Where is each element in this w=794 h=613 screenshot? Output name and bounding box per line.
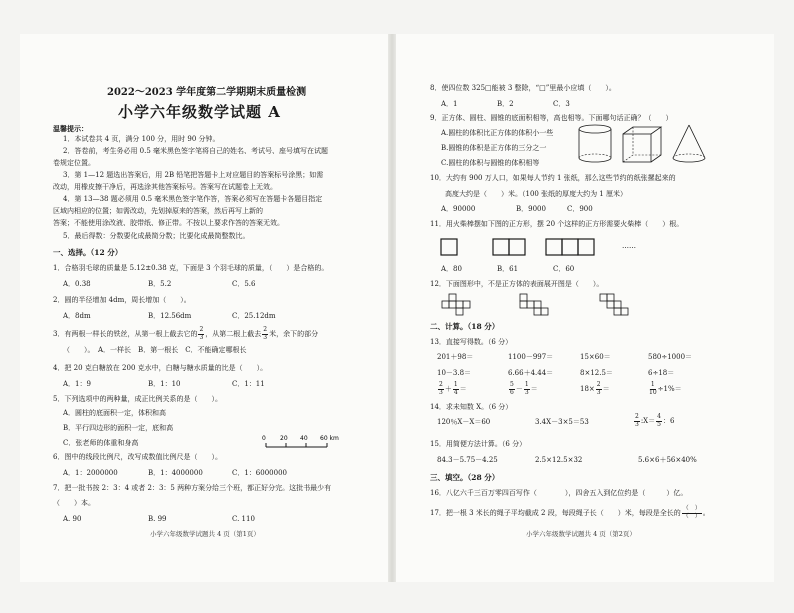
question-4: 4．把 20 克白糖放在 200 克水中，白糖与糖水质量的比是（ ）。 xyxy=(53,364,268,372)
q4-option-b: B．1：10 xyxy=(148,380,181,388)
scale-label: 0 xyxy=(262,435,266,442)
question-3: 3．有两根一样长的铁丝，从第一根上截去它的 $\frac{2}{3}$ ，从第二根上截去 $\frac{2}{3}$ 米，余下的部分 xyxy=(53,326,319,341)
calc-item: 15×60＝ xyxy=(580,353,611,361)
tip-line: 4．第 13—38 题必须用 0.5 毫米黑色签字笔作答，答案必须写在答题卡各题目指定 xyxy=(63,195,323,203)
calc-item: 18× $\frac{2}{3}$ ＝ xyxy=(580,381,610,396)
simplify-item: 5.6×6＋56×40% xyxy=(638,456,697,464)
q6-option-a: A．1：2000000 xyxy=(63,469,118,477)
tip-line: 1．本试卷共 4 页，满分 100 分，用时 90 分钟。 xyxy=(63,135,220,143)
q4-option-a: A．1：9 xyxy=(63,380,91,388)
tip-line: 区域内相应的位置；如需改动，先划掉原来的答案，然后再写上新的 xyxy=(53,207,263,215)
question-7-cont: （ ）本。 xyxy=(53,499,95,507)
q9-option-c: C.圆柱的体积与圆锥的体积相等 xyxy=(441,159,540,167)
calc-item: 10－3.8＝ xyxy=(437,369,472,377)
cylinder-figure xyxy=(575,122,615,166)
scale-bar-figure xyxy=(258,433,348,453)
question-14: 14．求未知数 X。（6 分） xyxy=(430,403,513,411)
calc-item: 8×12.5＝ xyxy=(580,369,613,377)
question-17: 17．把一根 3 米长的绳子平均截成 2 段，每段绳子长（ ）米，每段是全长的 （ ） （ ） 。 xyxy=(430,505,710,520)
q1-option-c: C．5.6 xyxy=(232,280,256,288)
fraction: $\frac{2}{3}$ xyxy=(439,381,443,396)
tip-line: 改动，用橡皮擦干净后，再选涂其他答案标号。答案写在试题卷上无效。 xyxy=(53,183,277,191)
calc-item: $\frac{2}{3}$ ＋ $\frac{1}{4}$ ＝ xyxy=(439,381,467,396)
section-heading-choice: 一、选择。（12 分） xyxy=(53,248,123,257)
question-15: 15．用简便方法计算。（6 分） xyxy=(430,440,527,448)
q6-option-c: C．1：6000000 xyxy=(232,469,287,477)
q5-option-b: B．平行四边形的面积一定，底和高 xyxy=(63,424,174,432)
q4-option-c: C．1：11 xyxy=(232,380,265,388)
q2-option-c: C．25.12dm xyxy=(232,312,276,320)
q3-options: （ ）。 A．一样长 B．第一根长 C．不能确定哪根长 xyxy=(63,346,247,354)
scale-label: 20 xyxy=(280,435,288,442)
fraction: $\frac{2}{3}$ xyxy=(596,381,601,396)
tip-line: 5．最后得数：分数要化成最简分数；比要化成最简整数比。 xyxy=(63,232,250,240)
calc-item: $\frac{1}{10}$ ÷1%＝ xyxy=(649,381,682,396)
question-16: 16．八亿六千三百万零四百写作（ ），四舍五入到亿位约是（ ）亿。 xyxy=(430,489,688,497)
question-1: 1．合格羽毛球的质量是 5.12±0.38 克，下面是 3 个羽毛球的质量，（ ）是合格的。 xyxy=(53,264,329,272)
q11-option-a: A．80 xyxy=(441,265,462,273)
calc-item: 1100－997＝ xyxy=(508,353,554,361)
q8-option-c: C．3 xyxy=(553,100,570,108)
equation-item: 120％X－X＝60 xyxy=(437,418,491,426)
fraction: $\frac{2}{3}$ xyxy=(635,413,639,428)
question-2: 2．圆的半径增加 4dm，周长增加（ ）。 xyxy=(53,296,191,304)
page-footer: 小学六年级数学试题共 4 页（第2页） xyxy=(526,530,636,538)
question-8: 8．使四位数 325□能被 3 整除，“□”里最小应填（ ）。 xyxy=(430,84,616,92)
scale-label: 40 xyxy=(300,435,308,442)
section-heading-fill: 三、填空。（28 分） xyxy=(430,473,500,482)
tip-line: 3．第 1—12 题选出答案后，用 2B 铅笔把答题卡上对应题目的答案标号涂黑；如需 xyxy=(63,171,324,179)
q1-option-b: B．5.2 xyxy=(148,280,172,288)
equation-item: 3.4X－3×5＝53 xyxy=(535,418,589,426)
q10-option-b: B．9000 xyxy=(516,205,546,213)
q9-option-a: A.圆柱的体积比正方体的体积小一些 xyxy=(441,129,554,137)
cone-figure xyxy=(670,122,708,166)
fraction: $\frac{2}{3}$ xyxy=(199,326,204,341)
simplify-item: 84.3－5.75－4.25 xyxy=(437,456,498,464)
fraction: $\frac{1}{4}$ xyxy=(453,381,458,396)
q7-option-b: B. 99 xyxy=(148,515,167,523)
q8-option-a: A．1 xyxy=(441,100,458,108)
equation-item: $\frac{2}{3}$ :X＝ $\frac{4}{5}$ ：6 xyxy=(635,413,675,428)
q5-option-c: C．张老师的体重和身高 xyxy=(63,439,139,447)
q11-option-b: B．61 xyxy=(497,265,519,273)
q2-option-a: A．8dm xyxy=(63,312,91,320)
question-6: 6．图中的线段比例尺，改写成数值比例尺是（ ）。 xyxy=(53,453,222,461)
page-gutter xyxy=(388,34,396,582)
fraction: $\frac{2}{3}$ xyxy=(263,326,268,341)
calc-item: $\frac{5}{6}$ － $\frac{1}{3}$ ＝ xyxy=(510,381,538,396)
simplify-item: 2.5×12.5×32 xyxy=(535,456,583,464)
question-7: 7．把一批书按 2：3：4 或者 2：3：5 两种方案分给三个班，都正好分完。这批书最少有 xyxy=(53,484,332,492)
q6-option-b: B．1：4000000 xyxy=(148,469,203,477)
q7-option-a: A. 90 xyxy=(63,515,82,523)
scale-label: 60 km xyxy=(320,435,339,442)
question-9: 9．正方体、圆柱、圆锥的底面积相等，高也相等。下面哪句话正确？（ ） xyxy=(430,114,673,122)
q5-option-a: A．圆柱的底面积一定，体积和高 xyxy=(63,409,167,417)
question-11: 11．用火柴棒摆如下图的正方形，摆 20 个这样的正方形需要火柴棒（ ）根。 xyxy=(430,220,684,228)
calc-item: 201＋98＝ xyxy=(437,353,474,361)
calc-item: 6÷18＝ xyxy=(648,369,675,377)
exam-title-line2: 小学六年级数学试题 A xyxy=(118,103,281,121)
fraction: $\frac{1}{3}$ xyxy=(524,381,529,396)
q7-option-c: C. 110 xyxy=(232,515,255,523)
q10-option-c: C．900 xyxy=(567,205,593,213)
tip-line: 卷规定位置。 xyxy=(53,159,95,167)
q8-option-b: B．2 xyxy=(497,100,514,108)
calc-item: 580÷1000＝ xyxy=(648,353,693,361)
blank-fraction: （ ） （ ） xyxy=(682,505,701,520)
page-footer: 小学六年级数学试题共 4 页（第1页） xyxy=(150,530,260,538)
section-heading-calc: 二、计算。（18 分） xyxy=(430,322,500,331)
ellipsis: …… xyxy=(622,242,636,250)
exam-title-line1: 2022～2023 学年度第二学期期末质量检测 xyxy=(107,87,307,98)
fraction: $\frac{1}{10}$ xyxy=(649,381,657,396)
q1-option-a: A．0.38 xyxy=(63,280,91,288)
q11-option-c: C．60 xyxy=(553,265,575,273)
matchstick-squares-figure xyxy=(438,236,618,258)
question-10-cont: 高度大约是（ ）米。（100 张纸的厚度大约为 1 厘米） xyxy=(445,190,627,198)
question-12: 12．下面图形中，不是正方体的表面展开图是（ ）。 xyxy=(430,280,604,288)
cube-figure xyxy=(620,124,664,166)
q10-option-a: A．90000 xyxy=(441,205,476,213)
calc-item: 6.66＋4.44＝ xyxy=(508,369,554,377)
fraction: $\frac{4}{5}$ xyxy=(657,413,661,428)
q9-option-b: B.圆锥的体积是正方体的三分之一 xyxy=(441,144,547,152)
question-10: 10．大约有 900 万人口，如果每人节约 1 张纸，那么这些节约的纸张摞起来的 xyxy=(430,174,676,182)
cube-net-figures xyxy=(440,292,650,318)
question-5: 5．下列选项中的两种量，成正比例关系的是（ ）。 xyxy=(53,395,222,403)
q2-option-b: B．12.56dm xyxy=(148,312,192,320)
tips-heading: 温馨提示： xyxy=(53,124,88,133)
fraction: $\frac{5}{6}$ xyxy=(510,381,514,396)
tip-line: 答案；不能使用涂改液、胶带纸、修正带。不按以上要求作答的答案无效。 xyxy=(53,219,284,227)
tip-line: 2．答卷前，考生务必用 0.5 毫米黑色签字笔将自己的姓名、考试号、座号填写在试题 xyxy=(63,147,329,155)
question-13: 13．直接写得数。（6 分） xyxy=(430,338,513,346)
